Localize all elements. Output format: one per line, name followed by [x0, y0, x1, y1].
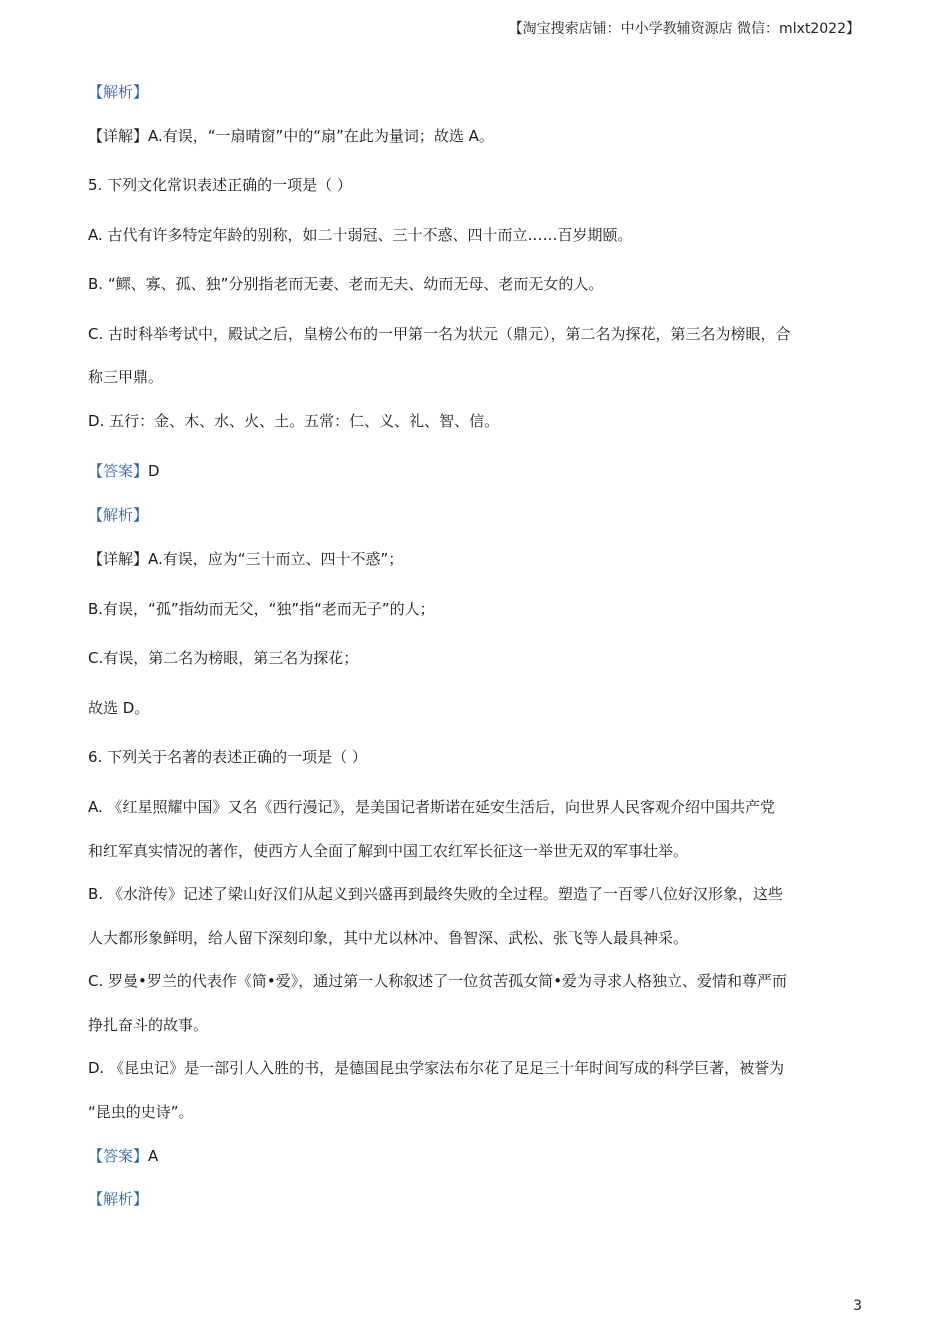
- line-text: B. 《水浒传》记述了梁山好汉们从起义到兴盛再到最终失败的全过程。塑造了一百零八位好汉形象，这些: [88, 885, 783, 903]
- line-text: 称三甲鼎。: [88, 368, 164, 386]
- line-text: 和红军真实情况的著作，使西方人全面了解到中国工农红军长征这一举世无双的军事壮举。: [88, 842, 689, 860]
- line-text: B. “鳏、寡、孤、独”分别指老而无妻、老而无夫、幼而无母、老而无女的人。: [88, 275, 604, 293]
- line-text: A. 古代有许多特定年龄的别称，如二十弱冠、三十不惑、四十而立……百岁期颐。: [88, 226, 633, 244]
- doc-line: [88, 928, 868, 948]
- page-number: 3: [853, 1298, 862, 1314]
- line-text: “昆虫的史诗”。: [88, 1103, 194, 1121]
- line-text: 【详解】A.有误，应为“三十而立、四十不惑”；: [88, 550, 404, 568]
- line-text: C. 罗曼•罗兰的代表作《简•爱》，通过第一人称叙述了一位贫苦孤女简•爱为寻求人格独立、爱情和尊严而: [88, 972, 788, 990]
- doc-line: [88, 175, 868, 195]
- line-text: 5. 下列文化常识表述正确的一项是（ ）: [88, 176, 352, 194]
- doc-line: [88, 884, 868, 904]
- doc-line: [88, 698, 868, 718]
- line-text: D. 《昆虫记》是一部引人入胜的书，是德国昆虫学家法布尔花了足足三十年时间写成的科学巨著，被誉为: [88, 1059, 785, 1077]
- doc-line: [88, 1146, 868, 1166]
- line-text: 故选 D。: [88, 699, 150, 717]
- doc-line: [88, 225, 868, 245]
- section-tag: 【解析】: [88, 1190, 149, 1208]
- section-tag: 【答案】: [88, 462, 149, 480]
- doc-line: [88, 367, 868, 387]
- section-tag: 【解析】: [88, 506, 149, 524]
- doc-line: [88, 599, 868, 619]
- line-text: A. 《红星照耀中国》又名《西行漫记》，是美国记者斯诺在延安生活后，向世界人民客观介绍中国共产党: [88, 798, 776, 816]
- doc-line: [88, 549, 868, 569]
- line-text: B.有误，“孤”指幼而无父，“独”指“老而无子”的人；: [88, 600, 435, 618]
- doc-line: [88, 747, 868, 767]
- doc-line: [88, 82, 868, 102]
- doc-line: [88, 971, 868, 991]
- section-tag: 【解析】: [88, 83, 149, 101]
- doc-line: [88, 126, 868, 146]
- line-text: C. 古时科举考试中，殿试之后，皇榜公布的一甲第一名为状元（鼎元），第二名为探花，第三名为榜眼，合: [88, 325, 791, 343]
- page-header: 【淘宝搜索店铺：中小学教辅资源店 微信：mlxt2022】: [508, 21, 860, 37]
- doc-line: [88, 797, 868, 817]
- doc-line: [88, 1058, 868, 1078]
- doc-line: [88, 1102, 868, 1122]
- doc-line: [88, 324, 868, 344]
- line-text: D. 五行：金、木、水、火、土。五常：仁、义、礼、智、信。: [88, 412, 500, 430]
- line-text: A: [148, 1147, 159, 1165]
- line-text: 6. 下列关于名著的表述正确的一项是（ ）: [88, 748, 367, 766]
- line-text: D: [148, 462, 160, 480]
- doc-line: [88, 1015, 868, 1035]
- line-text: 人大都形象鲜明，给人留下深刻印象，其中尤以林冲、鲁智深、武松、张飞等人最具神采。: [88, 929, 689, 947]
- doc-line: [88, 411, 868, 431]
- doc-line: [88, 461, 868, 481]
- line-text: 挣扎奋斗的故事。: [88, 1016, 209, 1034]
- doc-line: [88, 841, 868, 861]
- doc-line: [88, 648, 868, 668]
- line-text: 【详解】A.有误，“一扇晴窗”中的“扇”在此为量词；故选 A。: [88, 127, 494, 145]
- section-tag: 【答案】: [88, 1147, 149, 1165]
- doc-line: [88, 505, 868, 525]
- doc-line: [88, 1189, 868, 1209]
- doc-line: [88, 274, 868, 294]
- line-text: C.有误，第二名为榜眼，第三名为探花；: [88, 649, 359, 667]
